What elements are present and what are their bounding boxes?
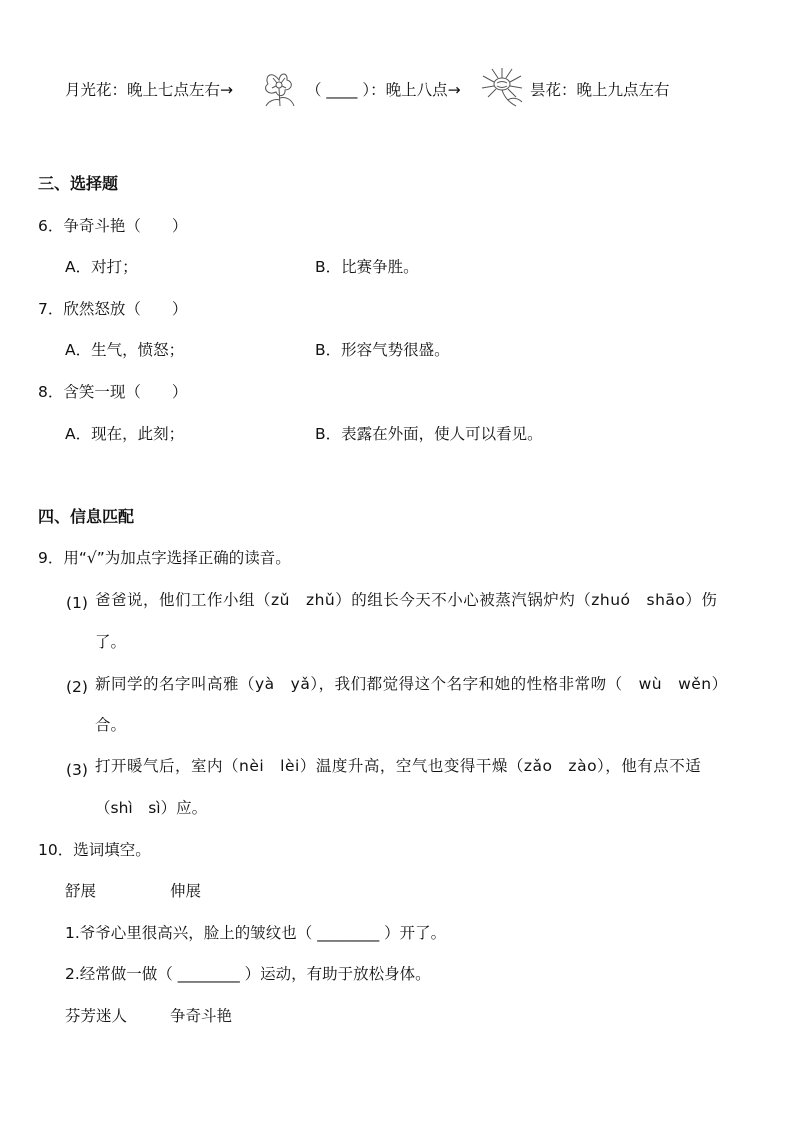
section-title-choice: 三、选择题 (38, 174, 119, 193)
item-number: (3) (66, 761, 88, 779)
question-number: 7． (38, 300, 64, 318)
option-b: B．表露在外面，使人可以看见。 (315, 425, 543, 443)
question-10-stem: 10．选词填空。 (38, 841, 151, 859)
word-option: 芬芳迷人 (65, 1007, 128, 1025)
question-text: 欣然怒放（ ） (63, 300, 188, 318)
question-text: 争奇斗艳（ ） (63, 217, 188, 235)
question-number: 6． (38, 217, 64, 235)
flower-sequence-part1: 月光花：晚上七点左右→ (65, 81, 233, 99)
option-b: B．比赛争胜。 (315, 258, 419, 276)
question-number: 8． (38, 383, 64, 401)
flower-sequence-part3: 昙花：晚上九点左右 (530, 81, 670, 99)
question-6 (38, 215, 187, 237)
item-3-line2: （shì sì）应。 (95, 799, 208, 817)
flower-sequence-part2: （ ____ ）：晚上八点→ (306, 81, 461, 99)
word-option: 舒展 (65, 882, 97, 900)
option-a: A．生气，愤怒； (65, 341, 185, 359)
section-title-matching: 四、信息匹配 (38, 507, 135, 526)
question-text: 含笑一现（ ） (63, 383, 188, 401)
item-2-line2: 合。 (95, 716, 127, 734)
fill-sentence-1: 1.爷爷心里很高兴，脸上的皱纹也（ ________ ）开了。 (65, 924, 447, 942)
question-7 (38, 298, 187, 320)
item-3-line1: 打开暖气后，室内（nèi lèi）温度升高，空气也变得干燥（zǎo zào），他有点不适 (95, 757, 702, 775)
question-8 (38, 381, 187, 403)
option-b: B．形容气势很盛。 (315, 341, 450, 359)
morning-glory-flower-icon (258, 66, 300, 110)
word-option: 争奇斗艳 (170, 1007, 233, 1025)
item-2-line1: 新同学的名字叫高雅（yà yǎ），我们都觉得这个名字和她的性格非常吻（ wù wěn） (95, 675, 728, 693)
item-number: (2) (66, 678, 88, 696)
item-number: (1) (66, 594, 88, 612)
question-9-stem: 9．用“√”为加点字选择正确的读音。 (38, 549, 291, 567)
epiphyllum-flower-icon (478, 64, 526, 110)
item-1-line1: 爸爸说，他们工作小组（zǔ zhǔ）的组长今天不小心被蒸汽锅炉灼（zhuó shāo）伤 (95, 591, 718, 609)
fill-sentence-2: 2.经常做一做（ ________ ）运动，有助于放松身体。 (65, 965, 431, 983)
item-1-line2: 了。 (95, 633, 127, 651)
word-option: 伸展 (170, 882, 202, 900)
option-a: A．对打； (65, 258, 138, 276)
option-a: A．现在，此刻； (65, 425, 185, 443)
